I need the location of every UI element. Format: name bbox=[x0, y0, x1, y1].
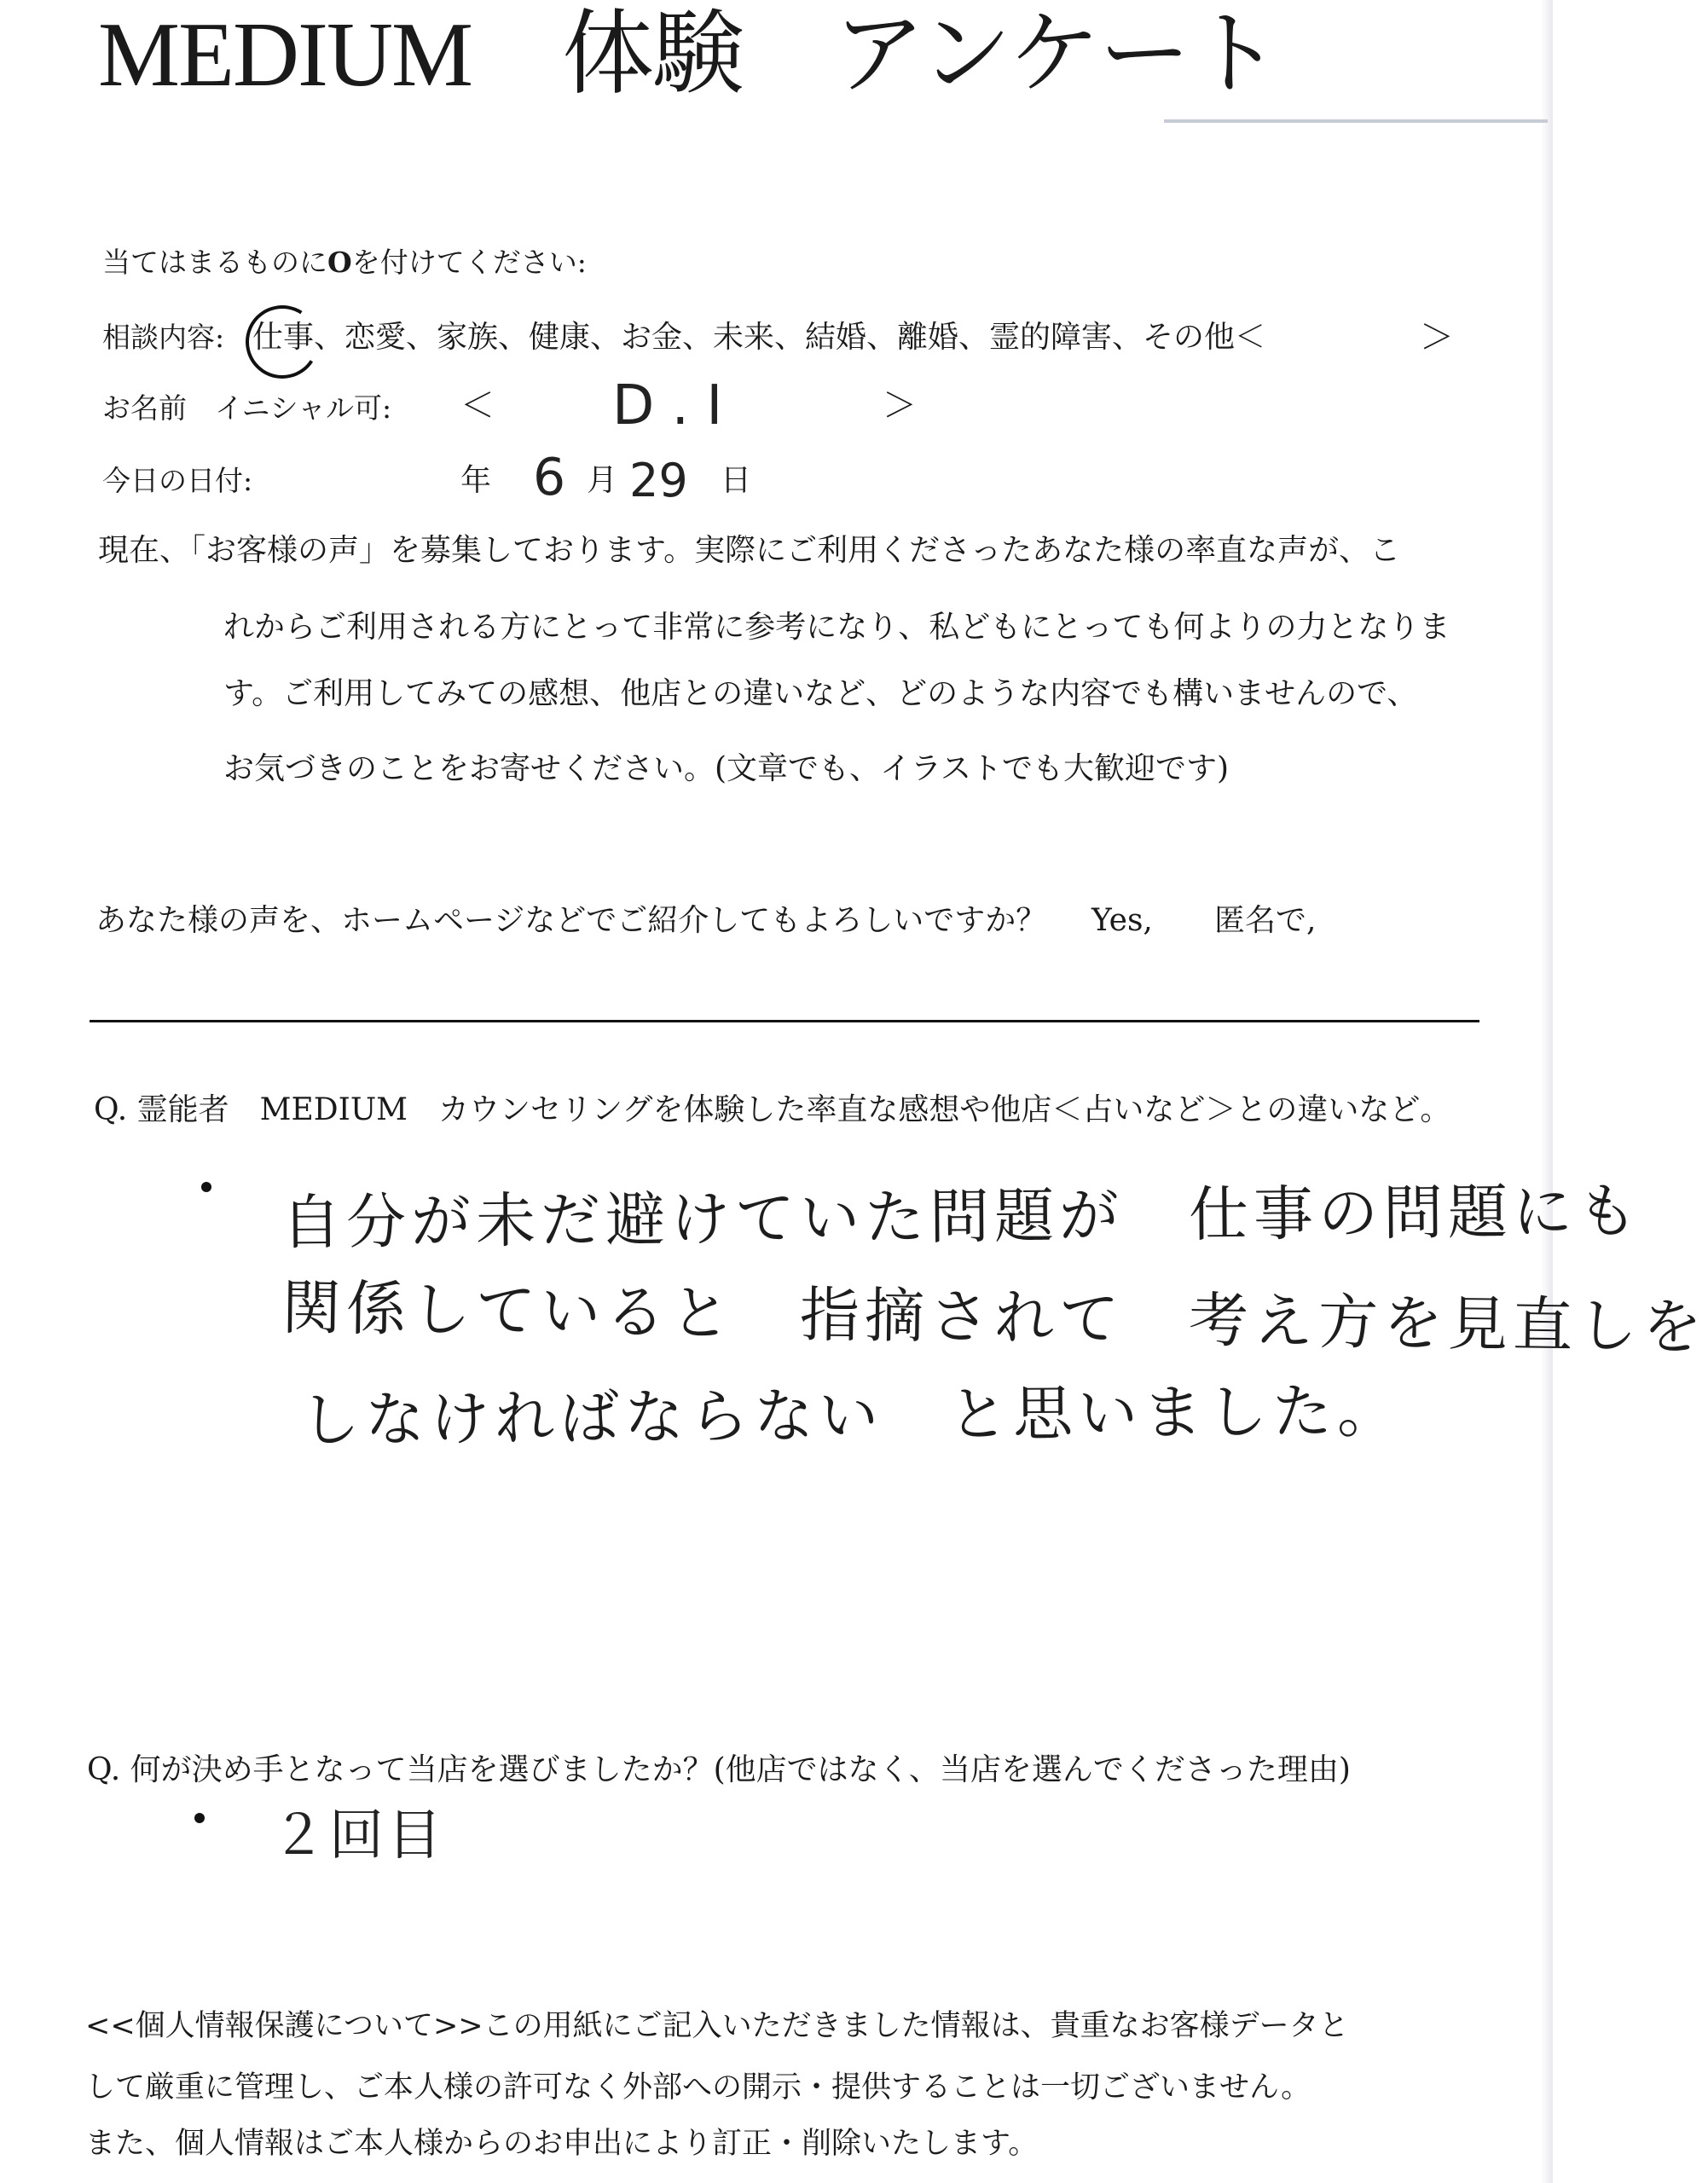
form-title: MEDIUM 体験 アンケート bbox=[98, 4, 1280, 106]
year-label: 年 bbox=[460, 463, 492, 498]
question-1-text: Q. 霊能者 MEDIUM カウンセリングを体験した率直な感想や他店＜占いなど＞との違いなど。 bbox=[94, 1092, 1451, 1127]
question-2-text: Q. 何が決め手となって当店を選びましたか？(他店ではなく、当店を選んでくださった理由) bbox=[87, 1752, 1351, 1787]
answer-2-handwritten: ２回目 bbox=[271, 1804, 445, 1867]
date-label: 今日の日付: bbox=[102, 464, 253, 497]
name-label: お名前 イニシャル可: bbox=[102, 391, 392, 425]
answer-1-line-2: 関係していると 指摘されて 考え方を見直しを bbox=[281, 1272, 1708, 1363]
section-divider bbox=[90, 1020, 1479, 1022]
answer-1-line-1: 自分が未だ避けていた問題が 仕事の問題にも bbox=[281, 1176, 1643, 1258]
intro-line-3: す。ご利用してみての感想、他店との違いなど、どのような内容でも構いませんので、 bbox=[223, 676, 1418, 711]
consent-anonymous-label: 匿名で, bbox=[1214, 903, 1317, 938]
mark-instruction bbox=[102, 244, 587, 281]
consultation-close-bracket: ＞ bbox=[1420, 318, 1454, 357]
consultation-label: 相談内容: bbox=[102, 321, 225, 354]
consent-question: あなた様の声を、ホームページなどでご紹介してもよろしいですか？ bbox=[96, 903, 1047, 938]
privacy-line-2: して厳重に管理し、ご本人様の許可なく外部への開示・提供することは一切ございません。 bbox=[85, 2070, 1311, 2105]
consultation-options: 仕事、恋愛、家族、健康、お金、未来、結婚、離婚、霊的障害、その他＜ bbox=[252, 320, 1266, 355]
scan-shadow-edge bbox=[1541, 0, 1553, 2183]
intro-line-4: お気づきのことをお寄せください。(文章でも、イラストでも大歓迎です) bbox=[223, 751, 1230, 786]
title-underline-mark bbox=[1164, 119, 1548, 123]
answer-2-bullet bbox=[194, 1813, 205, 1823]
mark-symbol: O bbox=[327, 246, 352, 279]
day-value-handwritten: 29 bbox=[629, 454, 688, 507]
name-open-bracket: ＜ bbox=[460, 386, 495, 426]
answer-1-line-3: しなければならない と思いました。 bbox=[299, 1375, 1403, 1456]
intro-line-2: れからご利用される方にとって非常に参考になり、私どもにとっても何よりの力となりま bbox=[223, 610, 1450, 645]
month-value-handwritten: 6 bbox=[533, 448, 566, 507]
intro-line-1: 現在、「お客様の声」を募集しております。実際にご利用くださったあなた様の率直な声が、こ bbox=[98, 533, 1401, 568]
privacy-line-1: <<個人情報保護について>>この用紙にご記入いただきました情報は、貴重なお客様データと bbox=[85, 2009, 1349, 2043]
day-label: 日 bbox=[721, 463, 752, 498]
name-value-handwritten: D . I bbox=[612, 374, 723, 437]
privacy-line-3: また、個人情報はご本人様からのお申出により訂正・削除いたします。 bbox=[85, 2127, 1039, 2161]
answer-1-bullet bbox=[201, 1182, 211, 1192]
handwritten-circle-mark bbox=[239, 298, 326, 385]
mark-instruction-suffix: を付けてください: bbox=[351, 246, 587, 279]
name-close-bracket: ＞ bbox=[883, 386, 917, 426]
month-label: 月 bbox=[587, 463, 618, 498]
mark-instruction-prefix: 当てはまるものに bbox=[102, 246, 327, 279]
consent-yes-label: Yes, bbox=[1091, 903, 1153, 938]
